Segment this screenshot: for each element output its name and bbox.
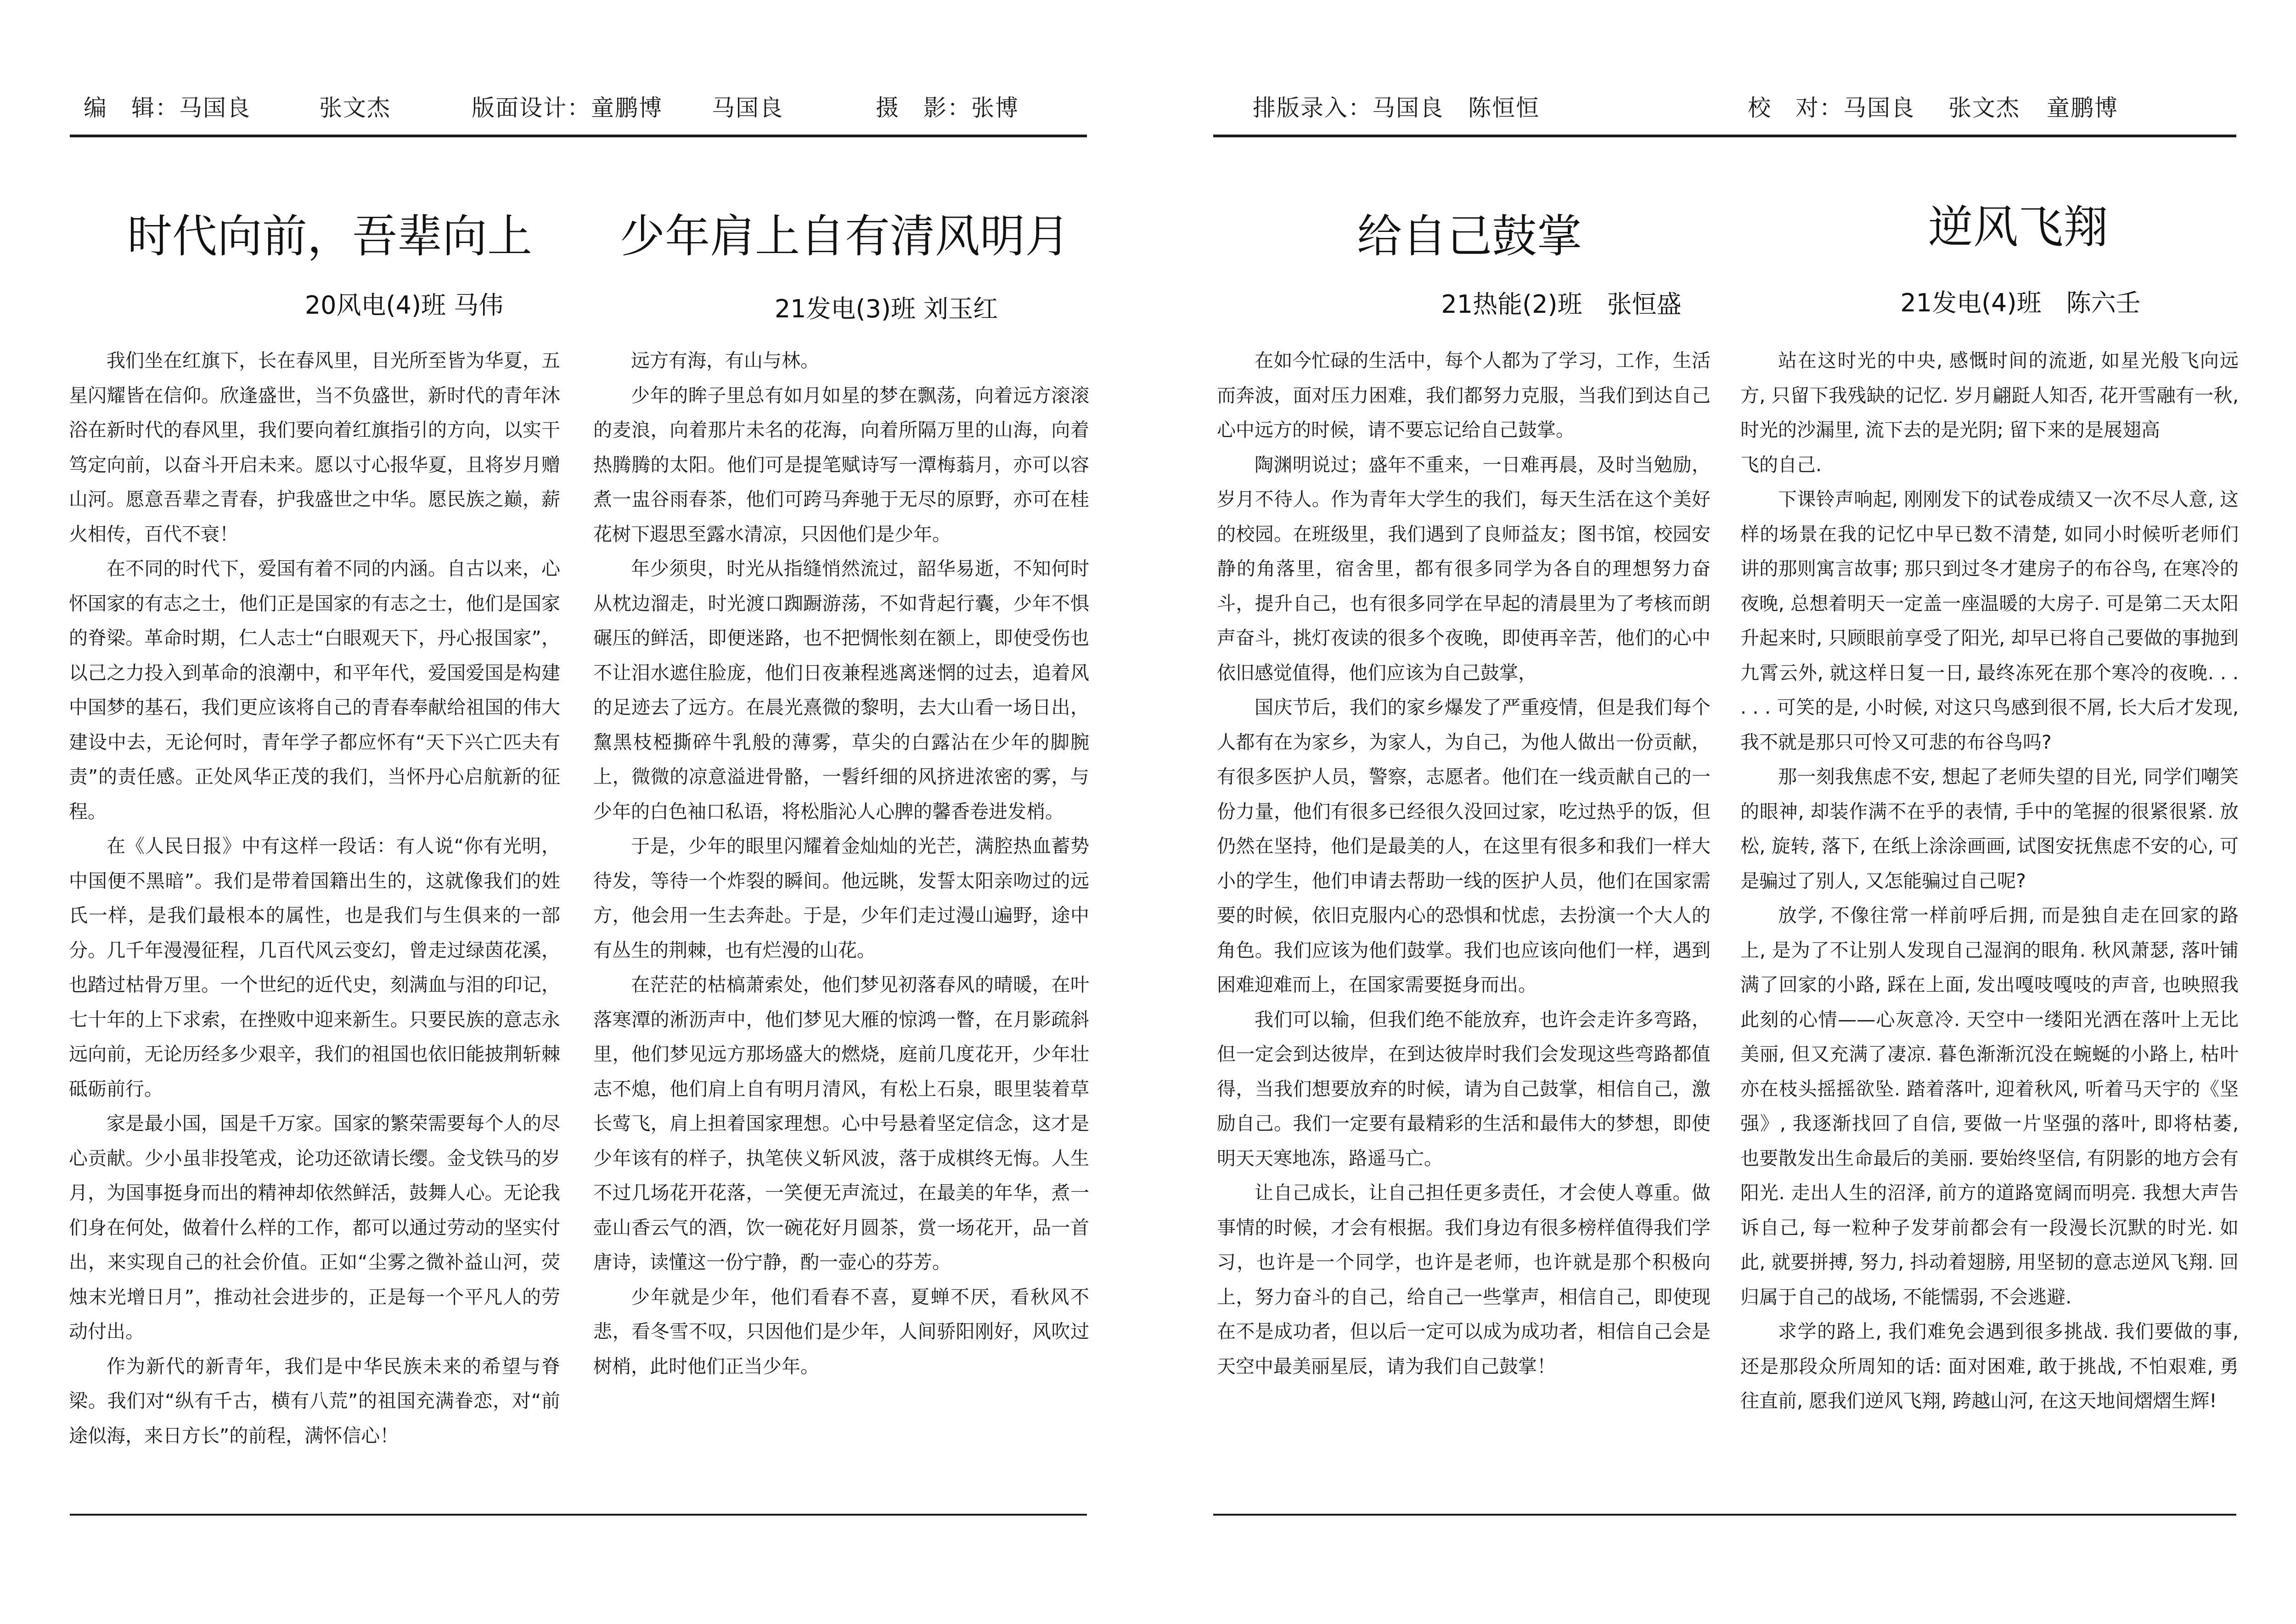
article-byline: 21发电(4)班 陈六壬: [1900, 288, 2141, 317]
article-paragraph: 下课铃声响起, 刚刚发下的试卷成绩又一次不尽人意, 这样的场景在我的记忆中早已数不清楚, 如同小时候听老师们讲的那则寓言故事; 那只到过冬才建房子的布谷鸟, 在寒冷的夜晚, 总想着明天一定盖一座温暖的大房子. 可是第二天太阳升起来时, 只顾眼前享受了阳光, 却早已将自己要做的事抛到九霄云外, 就这样日复一日, 最终冻死在那个寒冷的夜晚. . . . . . 可笑的是, 小时候, 对这只鸟感到很不屑, 长大后才发现, 我不就是那只可怜又可悲的布谷鸟吗?: [1740, 488, 2239, 753]
proofreading-credit: 校 对：马国良: [1748, 95, 1915, 121]
article-paragraph: 少年的眸子里总有如月如星的梦在飘荡，向着远方滚滚的麦浪，向着那片未名的花海，向着所隔万里的山海，向着热腾腾的太阳。他们可是提笔赋诗写一潭梅蓊月，亦可以容煮一盅谷雨春茶，他们可跨马奔驰于无尽的原野，亦可在桂花树下遐思至露水清凉，只因他们是少年。: [593, 384, 1089, 545]
article-paragraph: 飞的自己.: [1740, 453, 1822, 476]
article-paragraph: 年少须臾，时光从指缝悄然流过，韶华易逝，不知何时从枕边溜走，时光渡口踟蹰游荡，不如背起行囊，少年不惧碾压的鲜活，即便迷路，也不把惆怅刻在额上，即使受伤也不让泪水遮住脸庞，他们日夜兼程逃离迷惘的过去，追着风的足迹去了远方。在晨光熹微的黎明，去大山看一场日出，黧黑枝椏撕碎牛乳般的薄雾，草尖的白露沾在少年的脚腕上，微微的凉意溢进骨骼，一髫纤细的风挤进浓密的雾，与少年的白色袖口私语，将松脂沁人心脾的馨香卷进发梢。: [593, 558, 1089, 823]
article-title: 少年肩上自有清风明月: [619, 210, 1070, 263]
article-paragraph: 让自己成长，让自己担任更多责任，才会使人尊重。做事情的时候，才会有根据。我们身边有很多榜样值得我们学习，也许是一个同学，也许是老师，也许就是那个积极向上，努力奋斗的自己，给自己一些掌声，相信自己，即使现在不是成功者，但以后一定可以成为成功者，相信自己会是天空中最美丽星辰，请为我们自己鼓掌！: [1217, 1182, 1711, 1377]
editor-credit-2: 张文杰: [319, 95, 391, 121]
proofreading-credit-2: 张文杰: [1948, 95, 2020, 121]
article-paragraph: 少年就是少年，他们看春不喜，夏蝉不厌，看秋风不悲，看冬雪不叹，只因他们是少年，人间骄阳刚好，风吹过树梢，此时他们正当少年。: [593, 1286, 1089, 1377]
header-rule-right: [1213, 135, 2236, 137]
article-paragraph: 在《人民日报》中有这样一段话：有人说“你有光明，中国便不黑暗”。我们是带着国籍出生的，这就像我们的姓氏一样，是我们最根本的属性，也是我们与生俱来的一部分。几千年漫漫征程，几百代风云变幻，曾走过绿茵花溪，也踏过枯骨万里。一个世纪的近代史，刻满血与泪的印记，七十年的上下求索，在挫败中迎来新生。只要民族的意志永远向前，无论历经多少艰辛，我们的祖国也依旧能披荆斩棘砥砺前行。: [69, 835, 560, 1100]
article-body: [1217, 344, 1711, 1384]
proofreading-credit-3: 童鹏博: [2047, 95, 2118, 121]
typesetting-credit-2: 陈恒恒: [1468, 95, 1540, 121]
article-byline: 21热能(2)班 张恒盛: [1441, 290, 1682, 319]
article-paragraph: 在如今忙碌的生活中，每个人都为了学习，工作，生活而奔波，面对压力困难，我们都努力克服，当我们到达自己心中远方的时候，请不要忘记给自己鼓掌。: [1217, 350, 1711, 441]
article-title: 给自己鼓掌: [1356, 210, 1582, 263]
photography-credit: 摄 影：张博: [876, 95, 1019, 121]
layout-design-credit: 版面设计：童鹏博: [472, 95, 663, 121]
article-body: [593, 344, 1089, 1384]
article-paragraph: 陶渊明说过；盛年不重来，一日难再晨，及时当勉励，岁月不待人。作为青年大学生的我们，每天生活在这个美好的校园。在班级里，我们遇到了良师益友；图书馆，校园安静的角落里，宿舍里，都有很多同学为各自的理想努力奋斗，提升自己，也有很多同学在早起的清晨里为了考核而朗声奋斗，挑灯夜读的很多个夜晚，即使再辛苦，他们的心中依旧感觉值得，他们应该为自己鼓掌，: [1217, 453, 1711, 684]
article-body: [1740, 344, 2239, 1419]
footer-rule-right: [1213, 1514, 2236, 1516]
article-paragraph: 家是最小国，国是千万家。国家的繁荣需要每个人的尽心贡献。少小虽非投笔戎，论功还欲请长缨。金戈铁马的岁月，为国事挺身而出的精神却依然鲜活，鼓舞人心。无论我们身在何处，做着什么样的工作，都可以通过劳动的坚实付出，来实现自己的社会价值。正如“尘雾之微补益山河，荧烛末光增日月”，推动社会进步的，正是每一个平凡人的劳动付出。: [69, 1112, 560, 1342]
article-paragraph: 在茫茫的枯槁萧索处，他们梦见初落春风的晴暖，在叶落寒潭的淅沥声中，他们梦见大雁的惊鸿一瞥，在月影疏斜里，他们梦见远方那场盛大的燃烧，庭前几度花开，少年壮志不熄，他们肩上自有明月清风，有松上石泉，眼里装着草长莺飞，肩上担着国家理想。心中号悬着坚定信念，这才是少年该有的样子，执笔侠义斩风波，落于成棋终无悔。人生不过几场花开花落，一笑便无声流过，在最美的年华，煮一壶山香云气的酒，饮一碗花好月圆茶，赏一场花开，品一首唐诗，读懂这一份宁静，酌一壶心的芬芳。: [593, 974, 1089, 1273]
article-paragraph: 我们坐在红旗下，长在春风里，目光所至皆为华夏，五星闪耀皆在信仰。欣逢盛世，当不负盛世，新时代的青年沐浴在新时代的春风里，我们要向着红旗指引的方向，以实干笃定向前，以奋斗开启未来。愿以寸心报华夏，且将岁月赠山河。愿意吾辈之青春，护我盛世之中华。愿民族之巅，薪火相传，百代不衰！: [69, 350, 560, 545]
article-byline: 21发电(3)班 刘玉红: [774, 294, 998, 323]
layout-design-credit-2: 马国良: [712, 95, 783, 121]
article-title: 时代向前，吾辈向上: [127, 210, 533, 263]
article-paragraph: 放学, 不像往常一样前呼后拥, 而是独自走在回家的路上, 是为了不让别人发现自己湿润的眼角. 秋风萧瑟, 落叶铺满了回家的小路, 踩在上面, 发出嘎吱嘎吱的声音, 也映照我此刻的心情——心灰意冷. 天空中一缕阳光洒在落叶上无比美丽, 但又充满了凄凉. 暮色渐渐沉没在蜿蜒的小路上, 枯叶亦在枝头摇摇欲坠. 踏着落叶, 迎着秋风, 听着马天宇的《坚强》, 我逐渐找回了自信, 要做一片坚强的落叶, 即将枯萎, 也要散发出生命最后的美丽. 要始终坚信, 有阴影的地方会有阳光. 走出人生的沼泽, 前方的道路宽阔而明亮. 我想大声告诉自己, 每一粒种子发芽前都会有一段漫长沉默的时光. 如此, 就要拼搏, 努力, 抖动着翅膀, 用坚韧的意志逆风飞翔. 回归属于自己的战场, 不能懦弱, 不会逃避.: [1740, 904, 2239, 1308]
editor-credit: 编 辑：马国良: [84, 95, 251, 121]
footer-rule-left: [70, 1514, 1087, 1516]
article-paragraph: 在不同的时代下，爱国有着不同的内涵。自古以来，心怀国家的有志之士，他们正是国家的有志之士，他们是国家的脊梁。革命时期，仁人志士“白眼观天下，丹心报国家”，以己之力投入到革命的浪潮中，和平年代，爱国爱国是构建中国梦的基石，我们更应该将自己的青春奉献给祖国的伟大建设中去，无论何时，青年学子都应怀有“天下兴亡匹夫有责”的责任感。正处风华正茂的我们，当怀丹心启航新的征程。: [69, 558, 560, 823]
article-paragraph: 求学的路上, 我们难免会遇到很多挑战. 我们要做的事, 还是那段众所周知的话: 面对困难, 敢于挑战, 不怕艰难, 勇往直前, 愿我们逆风飞翔, 跨越山河, 在这天地间熠熠生辉!: [1740, 1320, 2239, 1412]
article-byline: 20风电(4)班 马伟: [304, 291, 504, 320]
article-title: 逆风飞翔: [1928, 201, 2109, 254]
article-paragraph: 站在这时光的中央, 感慨时间的流逝, 如星光般飞向远方, 只留下我残缺的记忆. 岁月翩跹人知否, 花开雪融有一秋, 时光的沙漏里, 流下去的是光阴; 留下来的是展翅高: [1740, 350, 2239, 441]
typesetting-credit: 排版录入：马国良: [1253, 95, 1444, 121]
header-rule-left: [70, 135, 1087, 137]
article-paragraph: 作为新代的新青年，我们是中华民族未来的希望与脊梁。我们对“纵有千古，横有八荒”的祖国充满眷恋，对“前途似海，来日方长”的前程，满怀信心！: [69, 1355, 560, 1447]
article-paragraph: 国庆节后，我们的家乡爆发了严重疫情，但是我们每个人都有在为家乡，为家人，为自己，为他人做出一份贡献，有很多医护人员，警察，志愿者。他们在一线贡献自己的一份力量，他们有很多已经很久没回过家，吃过热乎的饭，但仍然在坚持，他们是最美的人，在这里有很多和我们一样大小的学生，他们申请去帮助一线的医护人员，他们在国家需要的时候，依旧克服内心的恐惧和忧虑，去扮演一个大人的角色。我们应该为他们鼓掌。我们也应该向他们一样，遇到困难迎难而上，在国家需要挺身而出。: [1217, 696, 1711, 996]
article-body: [69, 344, 560, 1453]
article-paragraph: 我们可以输，但我们绝不能放弃，也许会走许多弯路，但一定会到达彼岸，在到达彼岸时我们会发现这些弯路都值得，当我们想要放弃的时候，请为自己鼓掌，相信自己，激励自己。我们一定要有最精彩的生活和最伟大的梦想，即使明天天寒地冻，路遥马亡。: [1217, 1008, 1711, 1169]
article-paragraph: 那一刻我焦虑不安, 想起了老师失望的目光, 同学们嘲笑的眼神, 却装作满不在乎的表情, 手中的笔握的很紧很紧. 放松, 旋转, 落下, 在纸上涂涂画画, 试图安抚焦虑不安的心, 可是骗过了别人, 又怎能骗过自己呢?: [1740, 766, 2239, 892]
article-paragraph: 远方有海，有山与林。: [631, 350, 819, 372]
article-paragraph: 于是，少年的眼里闪耀着金灿灿的光芒，满腔热血蓄势待发，等待一个炸裂的瞬间。他远眺，发誓太阳亲吻过的远方，他会用一生去奔赴。于是，少年们走过漫山遍野，途中有丛生的荆棘，也有烂漫的山花。: [593, 835, 1089, 961]
